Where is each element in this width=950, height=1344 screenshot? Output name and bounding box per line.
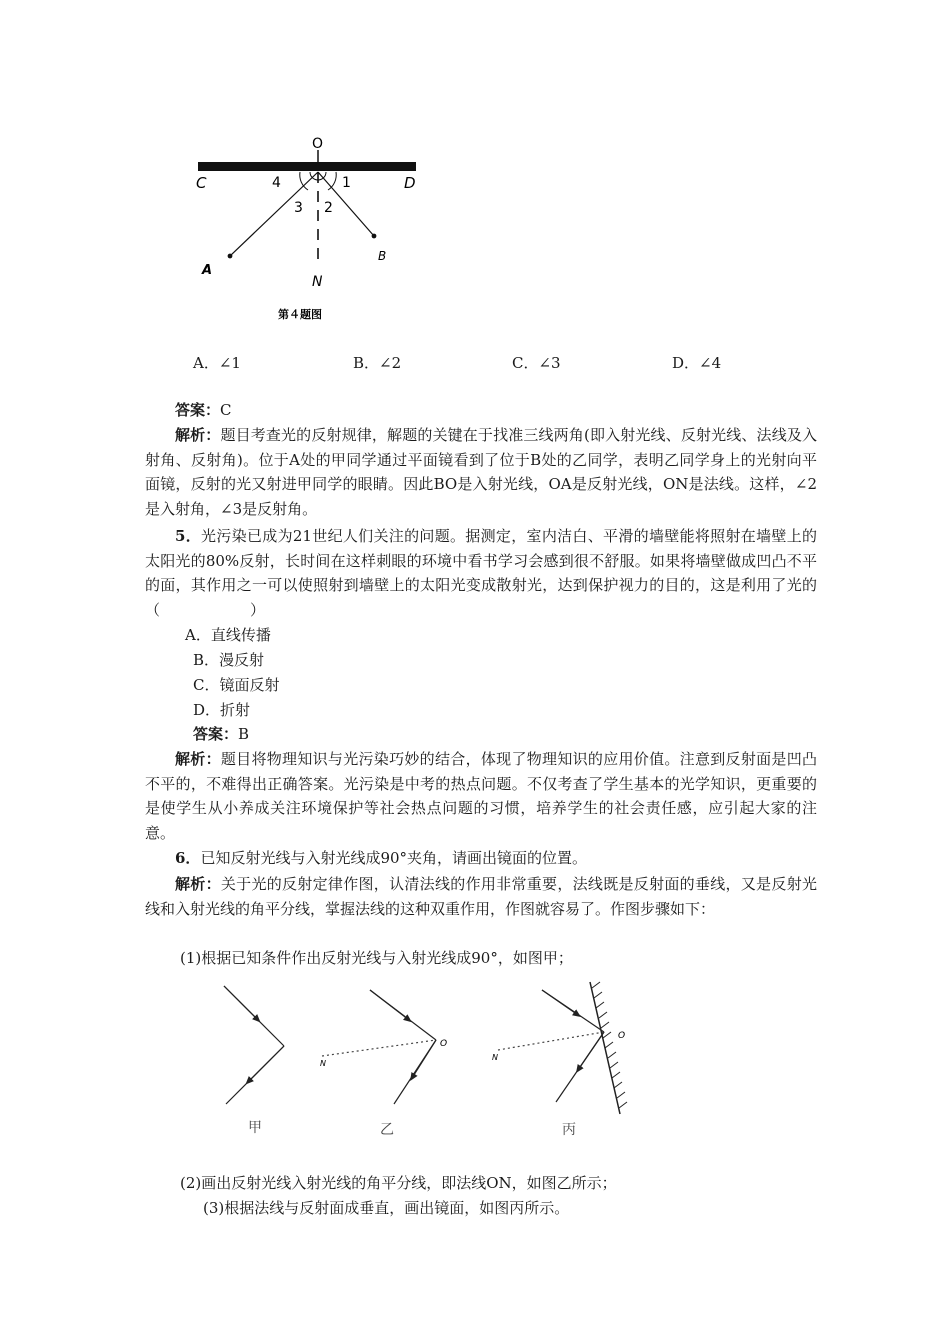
- caption-bing: 丙: [562, 1122, 576, 1138]
- mirror-cd: [198, 162, 416, 171]
- figure-4-diagram: [190, 130, 430, 330]
- label-angle-4: 4: [272, 175, 281, 191]
- caption-jia: 甲: [248, 1120, 262, 1136]
- q4-option-d: D．∠4: [672, 354, 722, 372]
- q6-stem-text: 已知反射光线与入射光线成90°夹角，请画出镜面的位置。: [200, 849, 588, 867]
- q6-step-2: (2)画出反射光线入射光线的角平分线，即法线ON，如图乙所示；: [180, 1174, 617, 1192]
- q6-stem: [145, 846, 817, 871]
- label-o: O: [312, 136, 324, 152]
- label-o-bing: O: [618, 1031, 626, 1041]
- q6-analysis: [145, 872, 817, 921]
- q5-analysis-text: 题目将物理知识与光污染巧妙的结合，体现了物理知识的应用价值。注意到反射面是凹凸不平的，不难得出正确答案。光污染是中考的热点问题。不仅考查了学生基本的光学知识，更重要的是使学生从小养成关注环境保护等社会热点问题的习惯，培养学生的社会责任感，应引起大家的注意。: [145, 750, 817, 842]
- label-b: B: [378, 249, 387, 263]
- q4-answer: [175, 398, 232, 422]
- label-n-bing: N: [492, 1053, 498, 1062]
- figure-4-caption: 第４题图: [278, 308, 322, 321]
- point-b: [372, 234, 377, 239]
- q4-analysis: [145, 423, 817, 521]
- q5-answer-label: 答案：: [193, 725, 239, 743]
- q4-analysis-label: 解析：: [175, 426, 221, 444]
- diagram-yi: [320, 990, 447, 1138]
- q4-analysis-text: 题目考查光的反射规律，解题的关键在于找准三线两角(即入射光线、反射光线、法线及入射角、反射角)。位于A处的甲同学通过平面镜看到了位于B处的乙同学，表明乙同学身上的光射向平面镜，反射的光又射进甲同学的眼睛。因此BO是入射光线，OA是反射光线，ON是法线。这样，∠2是入射角，∠3是反射角。: [145, 426, 817, 518]
- caption-yi: 乙: [380, 1122, 394, 1138]
- q5-stem: [145, 524, 817, 622]
- label-c: C: [196, 174, 207, 192]
- label-angle-1: 1: [342, 175, 351, 191]
- label-o-yi: O: [440, 1039, 448, 1049]
- q4-answer-value: C: [220, 401, 232, 419]
- q5-number: 5．: [175, 527, 202, 545]
- q4-option-a: A．∠1: [193, 354, 241, 372]
- q6-number: 6．: [175, 849, 201, 867]
- q5-stem-text: 光污染已成为21世纪人们关注的问题。据测定，室内洁白、平滑的墙壁能将照射在墙壁上的太阳光的80%反射，长时间在这样刺眼的环境中看书学习会感到很不舒服。如果将墙壁做成凹凸不平的面，其作用之一可以使照射到墙壁上的太阳光变成散射光，达到保护视力的目的，这是利用了光的（ ）: [145, 527, 817, 619]
- q5-analysis-label: 解析：: [175, 750, 221, 768]
- q5-option-a: A．直线传播: [185, 626, 271, 644]
- q6-step-3: (3)根据法线与反射面成垂直，画出镜面，如图丙所示。: [203, 1199, 570, 1217]
- q6-analysis-label: 解析：: [175, 875, 221, 893]
- q4-option-b: B．∠2: [353, 354, 402, 372]
- angle-arc-left: [300, 172, 308, 190]
- q4-answer-label: 答案：: [175, 401, 221, 419]
- q5-answer-value: B: [238, 725, 250, 743]
- label-n-yi: N: [320, 1059, 326, 1068]
- q5-option-d: D．折射: [193, 701, 251, 719]
- q5-option-b: B．漫反射: [193, 651, 265, 669]
- label-d: D: [404, 174, 416, 192]
- q5-answer: [193, 722, 249, 746]
- diagram-jia: [224, 986, 284, 1136]
- label-angle-2: 2: [324, 200, 333, 216]
- label-angle-3: 3: [294, 200, 303, 216]
- q5-analysis: [145, 747, 817, 845]
- q5-option-c: C．镜面反射: [193, 676, 280, 694]
- q6-analysis-text: 关于光的反射定律作图，认清法线的作用非常重要，法线既是反射面的垂线，又是反射光线和入射光线的角平分线，掌握法线的这种双重作用，作图就容易了。作图步骤如下：: [145, 875, 817, 918]
- label-n: N: [312, 274, 323, 290]
- diagram-bing: [492, 982, 627, 1138]
- point-a: [228, 254, 233, 259]
- q4-option-c: C．∠3: [512, 354, 561, 372]
- label-a: A: [202, 263, 213, 278]
- figure-6-diagrams: [210, 980, 650, 1150]
- q6-step-1: (1)根据已知条件作出反射光线与入射光线成90°，如图甲；: [180, 949, 573, 967]
